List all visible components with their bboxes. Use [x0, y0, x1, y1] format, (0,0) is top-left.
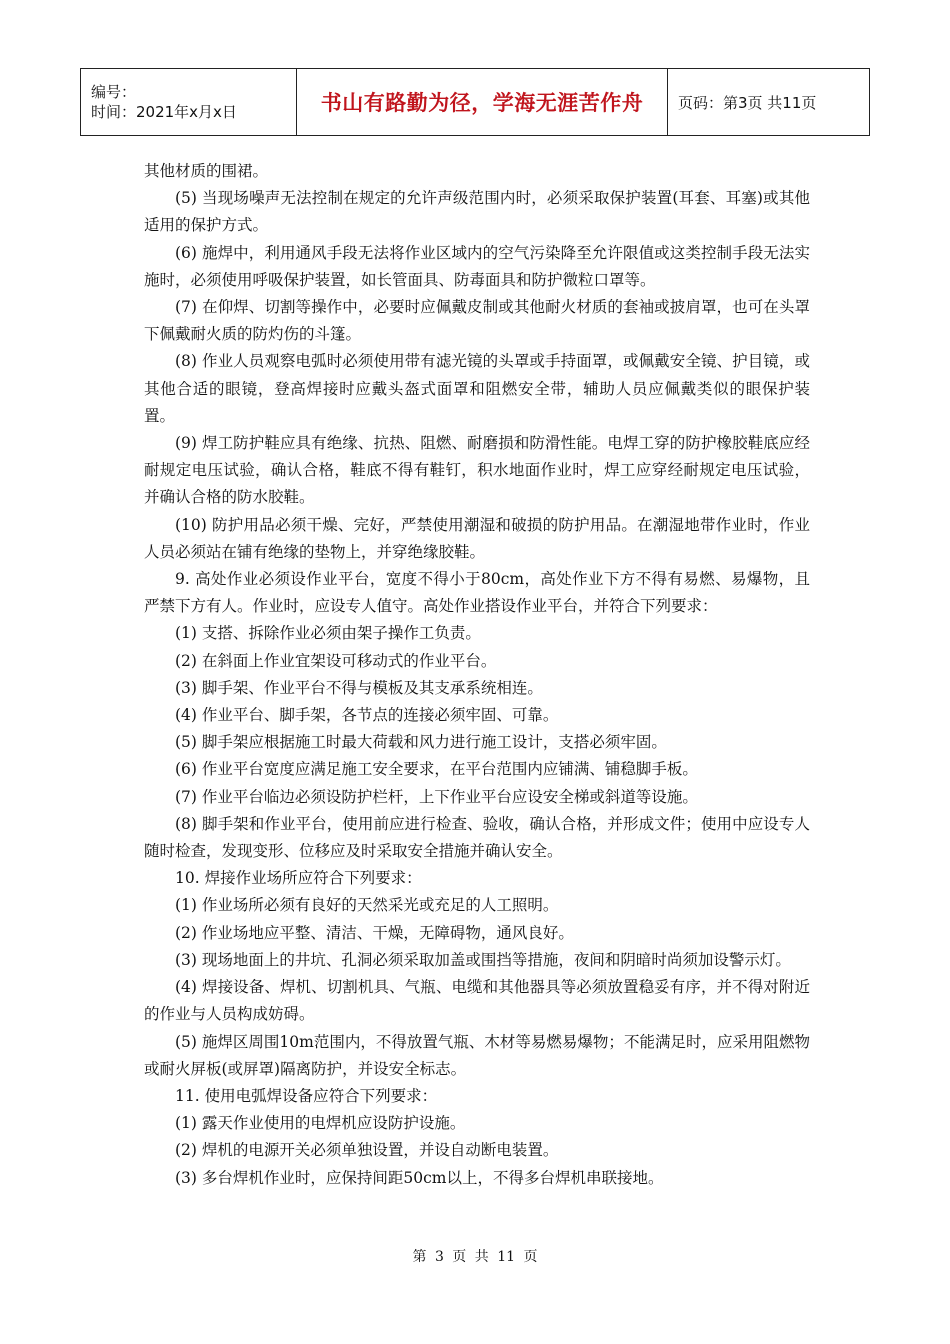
- body-paragraph: (3) 脚手架、作业平台不得与模板及其支承系统相连。: [175, 678, 543, 697]
- body-paragraph: (8) 脚手架和作业平台，使用前应进行检查、验收，确认合格，并形成文件；使用中应设专人随时检查，发现变形、位移应及时采取安全措施并确认安全。: [144, 814, 810, 861]
- body-paragraph: (5) 当现场噪声无法控制在规定的允许声级范围内时，必须采取保护装置(耳套、耳塞)或其他适用的保护方式。: [144, 189, 810, 235]
- body-paragraph: (6) 施焊中，利用通风手段无法将作业区域内的空气污染降至允许限值或这类控制手段无法实施时，必须使用呼吸保护装置，如长管面具、防毒面具和防护微粒口罩等。: [144, 243, 810, 289]
- body-paragraph: 其他材质的围裙。: [144, 162, 269, 180]
- number-label: 编号：: [91, 83, 137, 101]
- body-paragraph: (6) 作业平台宽度应满足施工安全要求，在平台范围内应铺满、铺稳脚手板。: [175, 760, 698, 779]
- body-paragraph: (3) 现场地面上的井坑、孔洞必须采取加盖或围挡等措施，夜间和阴暗时尚须加设警示灯。: [175, 950, 791, 969]
- page-footer: 第 3 页 共 11 页: [412, 1249, 538, 1265]
- body-paragraph: (4) 作业平台、脚手架，各节点的连接必须牢固、可靠。: [175, 706, 559, 725]
- body-paragraph: (1) 露天作业使用的电焊机应设防护设施。: [175, 1114, 466, 1133]
- body-paragraph: 11. 使用电弧焊设备应符合下列要求：: [175, 1086, 438, 1105]
- document-body: [144, 158, 810, 1192]
- body-paragraph: (1) 支搭、拆除作业必须由架子操作工负责。: [175, 624, 481, 643]
- body-paragraph: (2) 焊机的电源开关必须单独设置，并设自动断电装置。: [175, 1141, 559, 1160]
- body-paragraph: (1) 作业场所必须有良好的天然采光或充足的人工照明。: [175, 896, 559, 915]
- body-paragraph: (7) 在仰焊、切割等操作中，必要时应佩戴皮制或其他耐火材质的套袖或披肩罩，也可在头罩下佩戴耐火质的防灼伤的斗篷。: [144, 298, 810, 344]
- body-paragraph: (4) 焊接设备、焊机、切割机具、气瓶、电缆和其他器具等必须放置稳妥有序，并不得对附近的作业与人员构成妨碍。: [144, 978, 810, 1024]
- body-paragraph: (2) 在斜面上作业宜架设可移动式的作业平台。: [175, 651, 497, 670]
- page-header: [80, 68, 870, 136]
- body-paragraph: (3) 多台焊机作业时，应保持间距50cm以上，不得多台焊机串联接地。: [175, 1168, 664, 1187]
- body-paragraph: (5) 脚手架应根据施工时最大荷载和风力进行施工设计，支搭必须牢固。: [175, 733, 667, 752]
- body-paragraph: (8) 作业人员观察电弧时必须使用带有滤光镜的头罩或手持面罩，或佩戴安全镜、护目镜，或其他合适的眼镜，登高焊接时应戴头盔式面罩和阻燃安全带，辅助人员应佩戴类似的眼保护装置。: [144, 352, 810, 425]
- body-paragraph: 9. 高处作业必须设作业平台，宽度不得小于80cm，高处作业下方不得有易燃、易爆物，且严禁下方有人。作业时，应设专人值守。高处作业搭设作业平台，并符合下列要求：: [144, 570, 810, 616]
- header-meta: [81, 69, 297, 136]
- page-indicator: 页码：第3页 共11页: [668, 69, 870, 136]
- date-label: 时间：2021年x月x日: [91, 103, 237, 121]
- header-motto: 书山有路勤为径，学海无涯苦作舟: [297, 69, 668, 136]
- body-paragraph: (2) 作业场地应平整、清洁、干燥，无障碍物，通风良好。: [175, 923, 574, 942]
- body-paragraph: (7) 作业平台临边必须设防护栏杆，上下作业平台应设安全梯或斜道等设施。: [175, 787, 698, 806]
- body-paragraph: (9) 焊工防护鞋应具有绝缘、抗热、阻燃、耐磨损和防滑性能。电焊工穿的防护橡胶鞋底应经耐规定电压试验，确认合格，鞋底不得有鞋钉，积水地面作业时，焊工应穿经耐规定电压试验，并确认合格的防水胶鞋。: [144, 434, 810, 507]
- body-paragraph: (5) 施焊区周围10m范围内，不得放置气瓶、木材等易燃易爆物；不能满足时，应采用阻燃物或耐火屏板(或屏罩)隔离防护，并设安全标志。: [144, 1032, 810, 1078]
- body-paragraph: (10) 防护用品必须干燥、完好，严禁使用潮湿和破损的防护用品。在潮湿地带作业时，作业人员必须站在铺有绝缘的垫物上，并穿绝缘胶鞋。: [144, 515, 810, 561]
- body-paragraph: 10. 焊接作业场所应符合下列要求：: [175, 869, 422, 888]
